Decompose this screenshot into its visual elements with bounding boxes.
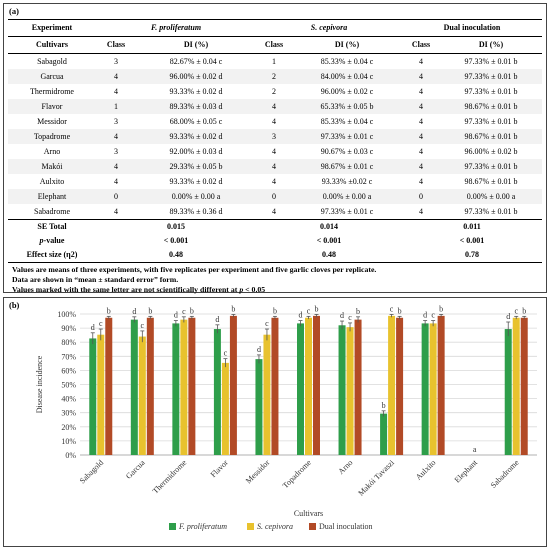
- cell-sc-di: 85.33% ± 0.04 c: [320, 57, 374, 66]
- y-tick-label: 80%: [61, 338, 76, 348]
- cell-sc-class: 4: [272, 177, 276, 186]
- x-tick-label: Makói Tavaszi: [356, 458, 397, 498]
- bar: [430, 323, 437, 455]
- effect-size-row: [8, 248, 542, 263]
- significance-letter: c: [140, 320, 145, 330]
- legend-label: S. cepivora: [257, 522, 293, 531]
- cell-cultivar: Aulxito: [39, 177, 65, 186]
- cell-sc-di: 0.00% ± 0.00 a: [292, 189, 402, 204]
- effect-size-label: Effect size (η2): [8, 248, 96, 263]
- cell-fp-class: 4: [114, 207, 118, 216]
- cell-dual-class: 4: [419, 177, 423, 186]
- table-row: [8, 99, 542, 114]
- cell-sc-class: 0: [256, 189, 292, 204]
- panel-a-table: [3, 3, 547, 293]
- cell-sc-di: 96.00% ± 0.02 c: [320, 87, 374, 96]
- cell-dual-di: 96.00% ± 0.02 b: [464, 147, 518, 156]
- header-cultivars: Cultivars: [8, 37, 96, 54]
- significance-letter: b: [148, 306, 153, 316]
- cell-sc-class: 2: [272, 87, 276, 96]
- x-tick-label: Aulxito: [413, 458, 438, 482]
- significance-letter: d: [256, 344, 261, 354]
- results-table: [8, 19, 542, 263]
- significance-letter: d: [173, 310, 178, 320]
- bar: [438, 316, 445, 455]
- header-experiment: Experiment: [8, 20, 96, 37]
- cell-dual-di: 97.33% ± 0.01 b: [440, 159, 542, 174]
- panel-a-label: (a): [9, 6, 19, 16]
- header-dual-di: DI (%): [440, 37, 542, 54]
- table-row: [8, 189, 542, 204]
- y-tick-label: 50%: [61, 380, 76, 390]
- legend-label: F. proliferatum: [179, 522, 228, 531]
- cell-fp-di: 29.33% ± 0.05 b: [136, 159, 256, 174]
- cell-dual-class: 4: [402, 69, 440, 84]
- panel-b-chart: [3, 297, 547, 547]
- effect-size-sc: 0.48: [256, 248, 402, 263]
- bar: [505, 329, 512, 455]
- y-tick-label: 40%: [61, 394, 76, 404]
- cell-fp-class: 3: [114, 117, 118, 126]
- header-sc-di: DI (%): [292, 37, 402, 54]
- cell-fp-di: 93.33% ± 0.02 d: [136, 129, 256, 144]
- cell-dual-class: 4: [419, 147, 423, 156]
- significance-letter: b: [439, 304, 444, 314]
- effect-size-dual: 0.78: [402, 248, 542, 263]
- table-row: [8, 54, 542, 70]
- cell-dual-di: 97.33% ± 0.01 b: [464, 87, 518, 96]
- cell-fp-class: 4: [96, 69, 136, 84]
- p-value-dual: < 0.001: [459, 236, 485, 245]
- legend-swatch: [309, 523, 316, 530]
- se-total-row: [8, 220, 542, 235]
- significance-letter: d: [298, 310, 303, 320]
- cell-sc-di: 98.67% ± 0.01 c: [292, 159, 402, 174]
- cell-cultivar: Sabagold: [37, 57, 67, 66]
- table-row: [8, 204, 542, 220]
- note-1: Values are means of three experiments, with five replicates per experiment and five garlic cloves per replicate.: [12, 265, 377, 274]
- legend-swatch: [169, 523, 176, 530]
- x-tick-label: Thermidrome: [150, 458, 189, 496]
- cell-cultivar: Sabadrome: [34, 207, 70, 216]
- bar: [172, 323, 179, 455]
- cell-dual-di: 97.33% ± 0.01 b: [464, 57, 518, 66]
- cell-cultivar: Makói: [8, 159, 96, 174]
- cell-dual-class: 4: [402, 159, 440, 174]
- y-tick-label: 30%: [61, 408, 76, 418]
- cell-fp-di: 82.67% ± 0.04 c: [169, 57, 223, 66]
- cell-cultivar: Topadrome: [8, 129, 96, 144]
- y-tick-label: 90%: [61, 324, 76, 334]
- bar: [339, 325, 346, 455]
- bar: [222, 363, 229, 455]
- p-value-label: p-value: [39, 236, 65, 245]
- x-tick-label: Elephant: [452, 458, 480, 485]
- cell-sc-di: 85.33% ± 0.04 c: [320, 117, 374, 126]
- cell-dual-class: 4: [419, 117, 423, 126]
- significance-letter: b: [189, 306, 194, 316]
- bar: [188, 318, 195, 455]
- cell-sc-class: 4: [256, 99, 292, 114]
- bar: [297, 323, 304, 455]
- se-total-dual: 0.011: [402, 220, 542, 235]
- significance-letter: b: [272, 306, 277, 316]
- cell-fp-di: 93.33% ± 0.02 d: [169, 87, 223, 96]
- y-tick-label: 20%: [61, 422, 76, 432]
- cell-dual-class: 4: [402, 99, 440, 114]
- table-header-row: [8, 20, 542, 37]
- y-tick-label: 0%: [65, 451, 76, 460]
- cell-fp-class: 0: [96, 189, 136, 204]
- cell-sc-class: 4: [256, 159, 292, 174]
- cell-cultivar: Flavor: [8, 99, 96, 114]
- cell-dual-class: 0: [402, 189, 440, 204]
- table-row: [8, 159, 542, 174]
- header-sc-class: Class: [256, 37, 292, 54]
- significance-letter: c: [182, 306, 186, 316]
- cell-dual-di: 97.33% ± 0.01 b: [440, 69, 542, 84]
- significance-letter: c: [98, 319, 103, 329]
- bar: [380, 414, 387, 455]
- bar: [263, 335, 270, 455]
- significance-letter: d: [423, 310, 428, 320]
- significance-letter: b: [381, 400, 386, 410]
- significance-letter: d: [340, 311, 345, 321]
- cell-fp-di: 92.00% ± 0.03 d: [169, 147, 223, 156]
- cell-fp-di: 93.33% ± 0.02 d: [169, 177, 223, 186]
- bar: [180, 320, 187, 455]
- significance-letter: c: [348, 312, 352, 322]
- cell-sc-class: 4: [272, 147, 276, 156]
- significance-letter: c: [265, 319, 269, 329]
- table-row: [8, 84, 542, 99]
- cell-fp-class: 4: [114, 177, 118, 186]
- p-value-sc: < 0.001: [316, 236, 342, 245]
- cell-fp-class: 4: [96, 129, 136, 144]
- significance-letter: d: [215, 314, 220, 324]
- bar: [513, 318, 520, 455]
- y-axis-label: Disease incidence: [35, 355, 44, 414]
- bar: [255, 359, 262, 455]
- cell-dual-di: 98.67% ± 0.01 b: [440, 129, 542, 144]
- y-tick-label: 60%: [61, 366, 76, 376]
- cell-sc-class: 4: [272, 117, 276, 126]
- significance-letter: b: [231, 304, 236, 314]
- bar: [422, 323, 429, 455]
- header-sc: S. cepivora: [256, 20, 402, 37]
- significance-letter: d: [132, 306, 137, 316]
- legend-swatch: [247, 523, 254, 530]
- cell-dual-di: 97.33% ± 0.01 b: [464, 207, 518, 216]
- legend-label: Dual inoculation: [319, 522, 373, 531]
- cell-dual-class: 4: [419, 57, 423, 66]
- significance-letter: d: [90, 322, 95, 332]
- significance-letter: c: [223, 348, 228, 358]
- cell-fp-class: 1: [96, 99, 136, 114]
- note-2: Data are shown in “mean ± standard error” form.: [12, 275, 179, 284]
- significance-letter: a: [472, 445, 477, 454]
- header-dual-class: Class: [402, 37, 440, 54]
- bar-chart: [4, 298, 546, 546]
- x-tick-label: Arno: [336, 458, 355, 477]
- x-axis-label: Cultivars: [293, 509, 324, 518]
- effect-size-fp: 0.48: [96, 248, 256, 263]
- table-row: [8, 69, 542, 84]
- bar: [347, 327, 354, 455]
- cell-sc-di: 93.33% ±0.02 c: [321, 177, 373, 186]
- bar: [131, 320, 138, 455]
- cell-fp-di: 0.00% ± 0.00 a: [136, 189, 256, 204]
- cell-dual-di: 98.67% ± 0.01 b: [440, 99, 542, 114]
- cell-sc-class: 1: [272, 57, 276, 66]
- note-3: Values marked with the same letter are not scientifically different at p < 0.05: [12, 285, 266, 294]
- cell-fp-class: 3: [114, 57, 118, 66]
- se-total-fp: 0.015: [96, 220, 256, 235]
- se-total-sc: 0.014: [256, 220, 402, 235]
- cell-dual-class: 4: [419, 87, 423, 96]
- bar: [230, 316, 237, 455]
- x-tick-label: Flavor: [208, 458, 230, 480]
- bar: [139, 337, 146, 455]
- significance-letter: b: [314, 304, 319, 314]
- cell-dual-di: 98.67% ± 0.01 b: [464, 177, 518, 186]
- cell-sc-di: 97.33% ± 0.01 c: [292, 129, 402, 144]
- significance-letter: d: [506, 311, 511, 321]
- bar: [313, 316, 320, 455]
- cell-sc-di: 90.67% ± 0.03 c: [320, 147, 374, 156]
- header-fp: F. proliferatum: [96, 20, 256, 37]
- bar: [89, 338, 96, 455]
- cell-sc-di: 65.33% ± 0.05 b: [292, 99, 402, 114]
- x-tick-label: Sabagold: [77, 458, 106, 486]
- y-tick-label: 70%: [61, 352, 76, 362]
- cell-cultivar: Garcua: [8, 69, 96, 84]
- cell-fp-di: 68.00% ± 0.05 c: [169, 117, 223, 126]
- bar: [105, 318, 112, 455]
- cell-sc-di: 97.33% ± 0.01 c: [320, 207, 374, 216]
- cell-dual-class: 4: [402, 129, 440, 144]
- x-tick-label: Garcua: [124, 458, 147, 481]
- bar: [147, 318, 154, 455]
- se-total-label: SE Total: [8, 220, 96, 235]
- cell-cultivar: Messidor: [37, 117, 67, 126]
- y-tick-label: 100%: [57, 310, 76, 319]
- significance-letter: c: [514, 306, 519, 316]
- bar: [271, 318, 278, 455]
- bar: [305, 318, 312, 455]
- x-tick-label: Topadrome: [280, 458, 313, 491]
- significance-letter: b: [356, 306, 361, 316]
- header-fp-class: Class: [96, 37, 136, 54]
- significance-letter: b: [522, 306, 527, 316]
- cell-cultivar: Thermidrome: [30, 87, 74, 96]
- significance-letter: c: [389, 304, 394, 314]
- bar: [355, 320, 362, 455]
- cell-cultivar: Arno: [43, 147, 61, 156]
- bar: [396, 318, 403, 455]
- cell-dual-class: 4: [419, 207, 423, 216]
- cell-fp-di: 89.33% ± 0.36 d: [169, 207, 223, 216]
- cell-fp-class: 4: [96, 159, 136, 174]
- bar: [214, 329, 221, 455]
- table-subheader-row: [8, 37, 542, 54]
- bar: [388, 316, 395, 455]
- cell-fp-di: 89.33% ± 0.03 d: [136, 99, 256, 114]
- x-tick-label: Sabadrome: [488, 458, 521, 490]
- significance-letter: c: [431, 310, 435, 320]
- panel-b-label: (b): [9, 300, 20, 310]
- table-row: [8, 114, 542, 129]
- table-notes: [12, 265, 376, 295]
- cell-fp-di: 96.00% ± 0.02 d: [136, 69, 256, 84]
- x-tick-label: Messidor: [243, 458, 272, 486]
- significance-letter: b: [106, 306, 111, 316]
- cell-dual-di: 0.00% ± 0.00 a: [440, 189, 542, 204]
- significance-letter: c: [306, 306, 311, 316]
- cell-sc-di: 84.00% ± 0.04 c: [292, 69, 402, 84]
- cell-cultivar: Elephant: [8, 189, 96, 204]
- bar: [521, 318, 528, 455]
- p-value-fp: < 0.001: [163, 236, 189, 245]
- header-dual: Dual inoculation: [402, 20, 542, 37]
- y-tick-label: 10%: [61, 436, 76, 446]
- cell-fp-class: 4: [114, 87, 118, 96]
- header-fp-di: DI (%): [136, 37, 256, 54]
- cell-dual-di: 97.33% ± 0.01 b: [464, 117, 518, 126]
- cell-sc-class: 4: [272, 207, 276, 216]
- table-row: [8, 144, 542, 159]
- table-row: [8, 129, 542, 144]
- bar: [97, 335, 104, 455]
- cell-sc-class: 2: [256, 69, 292, 84]
- significance-letter: b: [397, 306, 402, 316]
- cell-fp-class: 3: [114, 147, 118, 156]
- table-row: [8, 174, 542, 189]
- p-value-row: [8, 234, 542, 248]
- cell-sc-class: 3: [256, 129, 292, 144]
